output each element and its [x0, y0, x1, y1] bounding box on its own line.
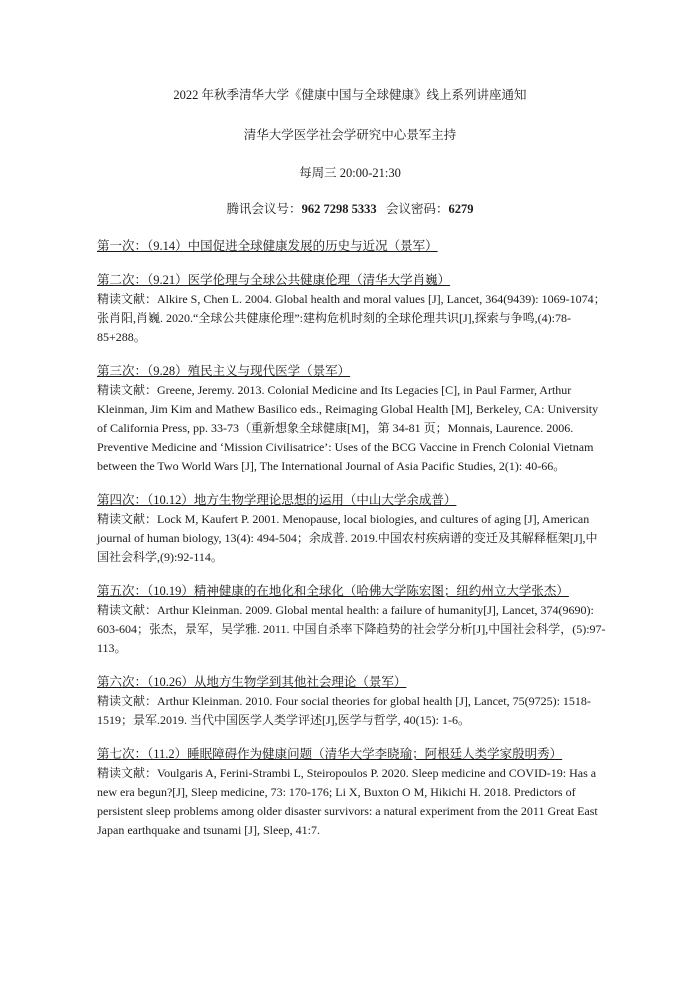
session-item	[97, 490, 607, 567]
meeting-id: 962 7298 5333	[301, 202, 377, 216]
session-heading: 第六次：（10.26）从地方生物学到其他社会理论（景军）	[97, 675, 407, 689]
session-item	[97, 672, 607, 730]
session-item	[97, 361, 607, 476]
session-item	[97, 581, 607, 658]
host-line: 清华大学医学社会学研究中心景军主持	[243, 128, 457, 142]
session-heading: 第三次：（9.28）殖民主义与现代医学（景军）	[97, 364, 351, 378]
session-heading: 第二次：（9.21）医学伦理与全球公共健康伦理（清华大学肖巍）	[97, 273, 451, 287]
session-reading: 精读文献：Arthur Kleinman. 2010. Four social theories for global health [J], Lancet, 75(9725): 1518-1519；景军.2019. 当代中国医学人类学评述[J],医学与哲学, 40(15): 1-6。	[97, 694, 591, 727]
session-heading: 第五次：（10.19）精神健康的在地化和全球化（哈佛大学陈宏图；纽约州立大学张杰）	[97, 584, 569, 598]
meeting-info	[0, 200, 700, 218]
session-heading: 第七次：（11.2）睡眠障碍作为健康问题（清华大学李晓瑜；阿根廷人类学家殷明秀）	[97, 747, 563, 761]
session-item	[97, 236, 607, 256]
session-item	[97, 744, 607, 840]
session-reading: 精读文献：Arthur Kleinman. 2009. Global mental health: a failure of humanity[J], Lancet, 374(9690): 603-604；张杰，景军，吴学雅. 2011. 中国自杀率下降趋势的社会学分析[J],中国社会科学，(5):97-113。	[97, 603, 606, 655]
session-reading: 精读文献：Greene, Jeremy. 2013. Colonial Medicine and Its Legacies [C], in Paul Farmer, Arthur Kleinman, Jim Kim and Mathew Basilico eds., Reimaging Global Health [M], Berkeley, CA: University of California Press, pp. 33-73（重新想象全球健康[M]，第 34-81 页；Monnais, Laurence. 2006. Preventive Medicine and ‘Mission Civilisatrice’: Uses of the BCG Vaccine in French Colonial Vietnam between the Two World Wars [J], The International Journal of Asia Pacific Studies, 2(1): 40-66。	[97, 383, 599, 473]
session-reading: 精读文献：Voulgaris A, Ferini-Strambi L, Steiropoulos P. 2020. Sleep medicine and COVID-19: Has a new era begun?[J], Sleep medicine, 73: 170-176; Li X, Buxton O M, Hikichi H. 2018. Predictors of persistent sleep problems among older disaster survivors: a natural experiment from the 2011 Great East Japan earthquake and tsunami [J], Sleep, 41:7.	[97, 766, 598, 837]
password-label: 会议密码：	[385, 202, 449, 216]
session-reading: 精读文献：Lock M, Kaufert P. 2001. Menopause, local biologies, and cultures of aging [J], American journal of human biology, 13(4): 494-504；余成普. 2019.中国农村疾病谱的变迁及其解释框架[J],中国社会科学,(9):92-114。	[97, 512, 598, 564]
notice-title: 2022 年秋季清华大学《健康中国与全球健康》线上系列讲座通知	[173, 88, 527, 102]
session-reading: 精读文献：Alkire S, Chen L. 2004. Global health and moral values [J], Lancet, 364(9439): 1069-1074；张肖阳,肖巍. 2020.“全球公共健康伦理”:建构危机时刻的全球伦理共识[J],探索与争鸣,(4):78-85+288。	[97, 292, 606, 344]
session-list	[97, 236, 607, 854]
session-heading: 第四次：（10.12）地方生物学理论思想的运用（中山大学余成普）	[97, 493, 457, 507]
meeting-id-label: 腾讯会议号：	[226, 202, 302, 216]
meeting-password: 6279	[448, 202, 474, 216]
schedule-line: 每周三 20:00-21:30	[299, 166, 401, 180]
session-heading: 第一次：（9.14）中国促进全球健康发展的历史与近况（景军）	[97, 239, 438, 253]
session-item	[97, 270, 607, 347]
